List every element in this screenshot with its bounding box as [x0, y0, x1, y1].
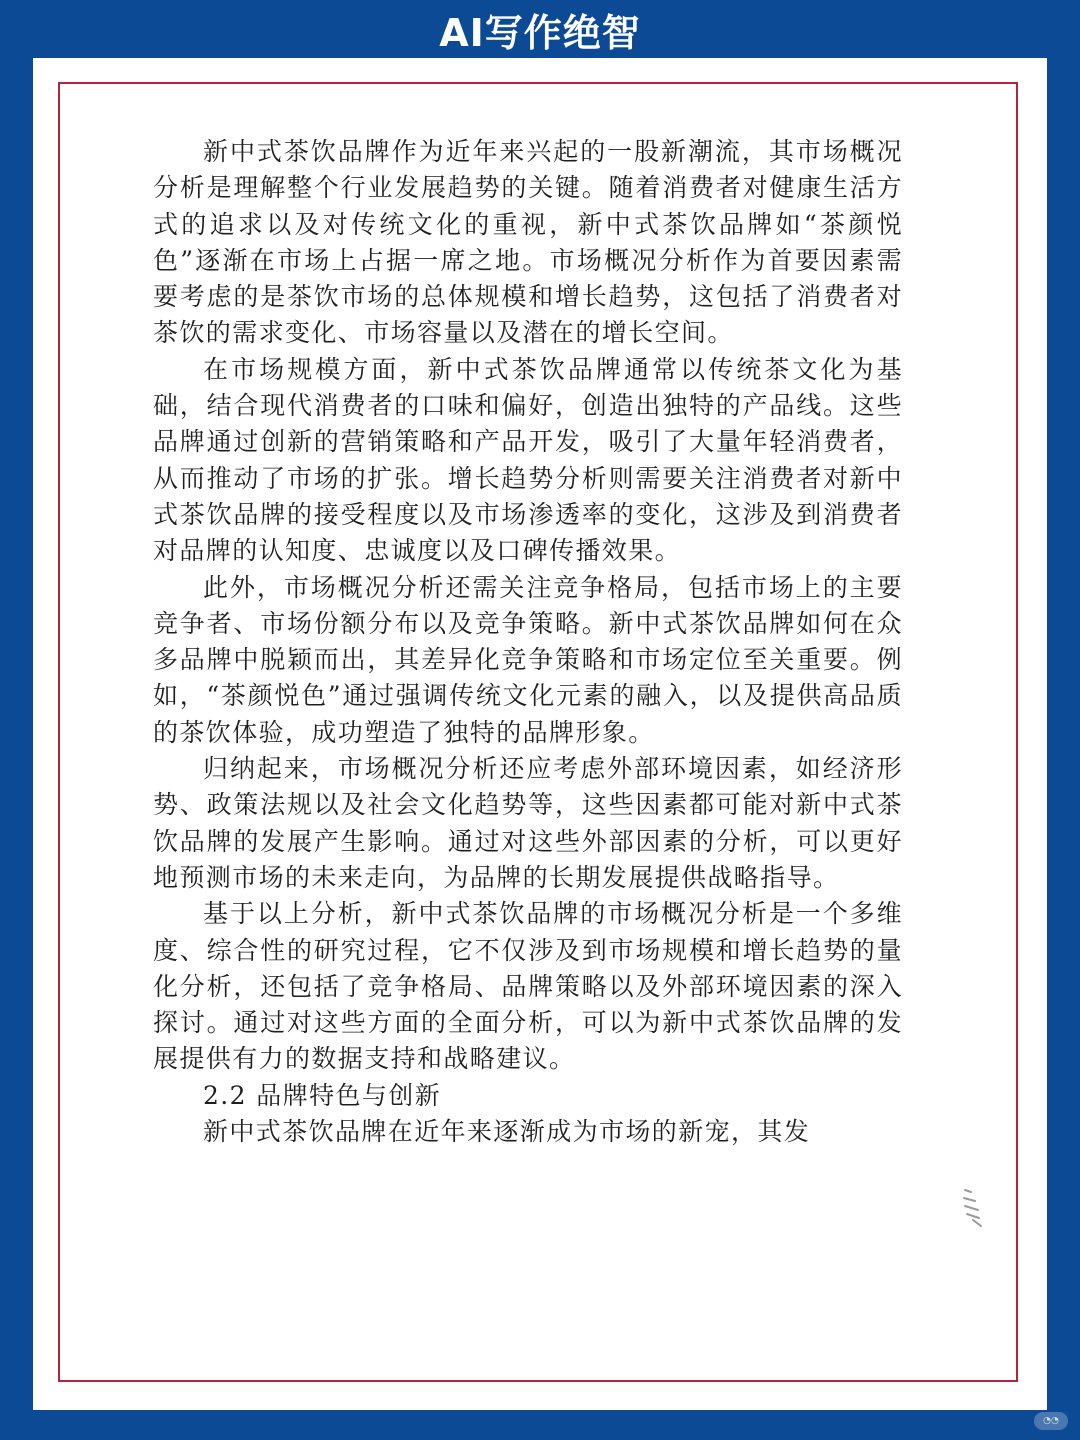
paragraph: 在市场规模方面，新中式茶饮品牌通常以传统茶文化为基础，结合现代消费者的口味和偏好，创造出独特的产品线。这些品牌通过创新的营销策略和产品开发，吸引了大量年轻消费者，从而推动了市场的扩张。增长趋势分析则需要关注消费者对新中式茶饮品牌的接受程度以及市场渗透率的变化，这涉及到消费者对品牌的认知度、忠诚度以及口碑传播效果。 — [153, 354, 903, 566]
paragraph: 此外，市场概况分析还需关注竞争格局，包括市场上的主要竞争者、市场份额分布以及竞争策略。新中式茶饮品牌如何在众多品牌中脱颖而出，其差异化竞争策略和市场定位至关重要。例如，“茶颜悦色”通过强调传统文化元素的融入，以及提供高品质的茶饮体验，成功塑造了独特的品牌形象。 — [153, 572, 903, 747]
paragraph: 新中式茶饮品牌在近年来逐渐成为市场的新宠，其发 — [203, 1117, 811, 1147]
section-heading: 2.2 品牌特色与创新 — [203, 1080, 442, 1110]
banner-title: AI写作绝智 — [439, 11, 641, 55]
document-body — [153, 134, 903, 1150]
page-curl-icon — [961, 1186, 985, 1230]
document-page — [33, 58, 1047, 1410]
watermark-logo: ◔◔ — [1034, 1412, 1068, 1430]
paragraph: 基于以上分析，新中式茶饮品牌的市场概况分析是一个多维度、综合性的研究过程，它不仅涉及到市场规模和增长趋势的量化分析，还包括了竞争格局、品牌策略以及外部环境因素的深入探讨。通过对这些方面的全面分析，可以为新中式茶饮品牌的发展提供有力的数据支持和战略建议。 — [153, 899, 903, 1074]
paragraph: 新中式茶饮品牌作为近年来兴起的一股新潮流，其市场概况分析是理解整个行业发展趋势的关键。随着消费者对健康生活方式的追求以及对传统文化的重视，新中式茶饮品牌如“茶颜悦色”逐渐在市场上占据一席之地。市场概况分析作为首要因素需要考虑的是茶饮市场的总体规模和增长趋势，这包括了消费者对茶饮的需求变化、市场容量以及潜在的增长空间。 — [153, 137, 903, 348]
paragraph: 归纳起来，市场概况分析还应考虑外部环境因素，如经济形势、政策法规以及社会文化趋势等，这些因素都可能对新中式茶饮品牌的发展产生影响。通过对这些外部因素的分析，可以更好地预测市场的未来走向，为品牌的长期发展提供战略指导。 — [153, 754, 903, 892]
